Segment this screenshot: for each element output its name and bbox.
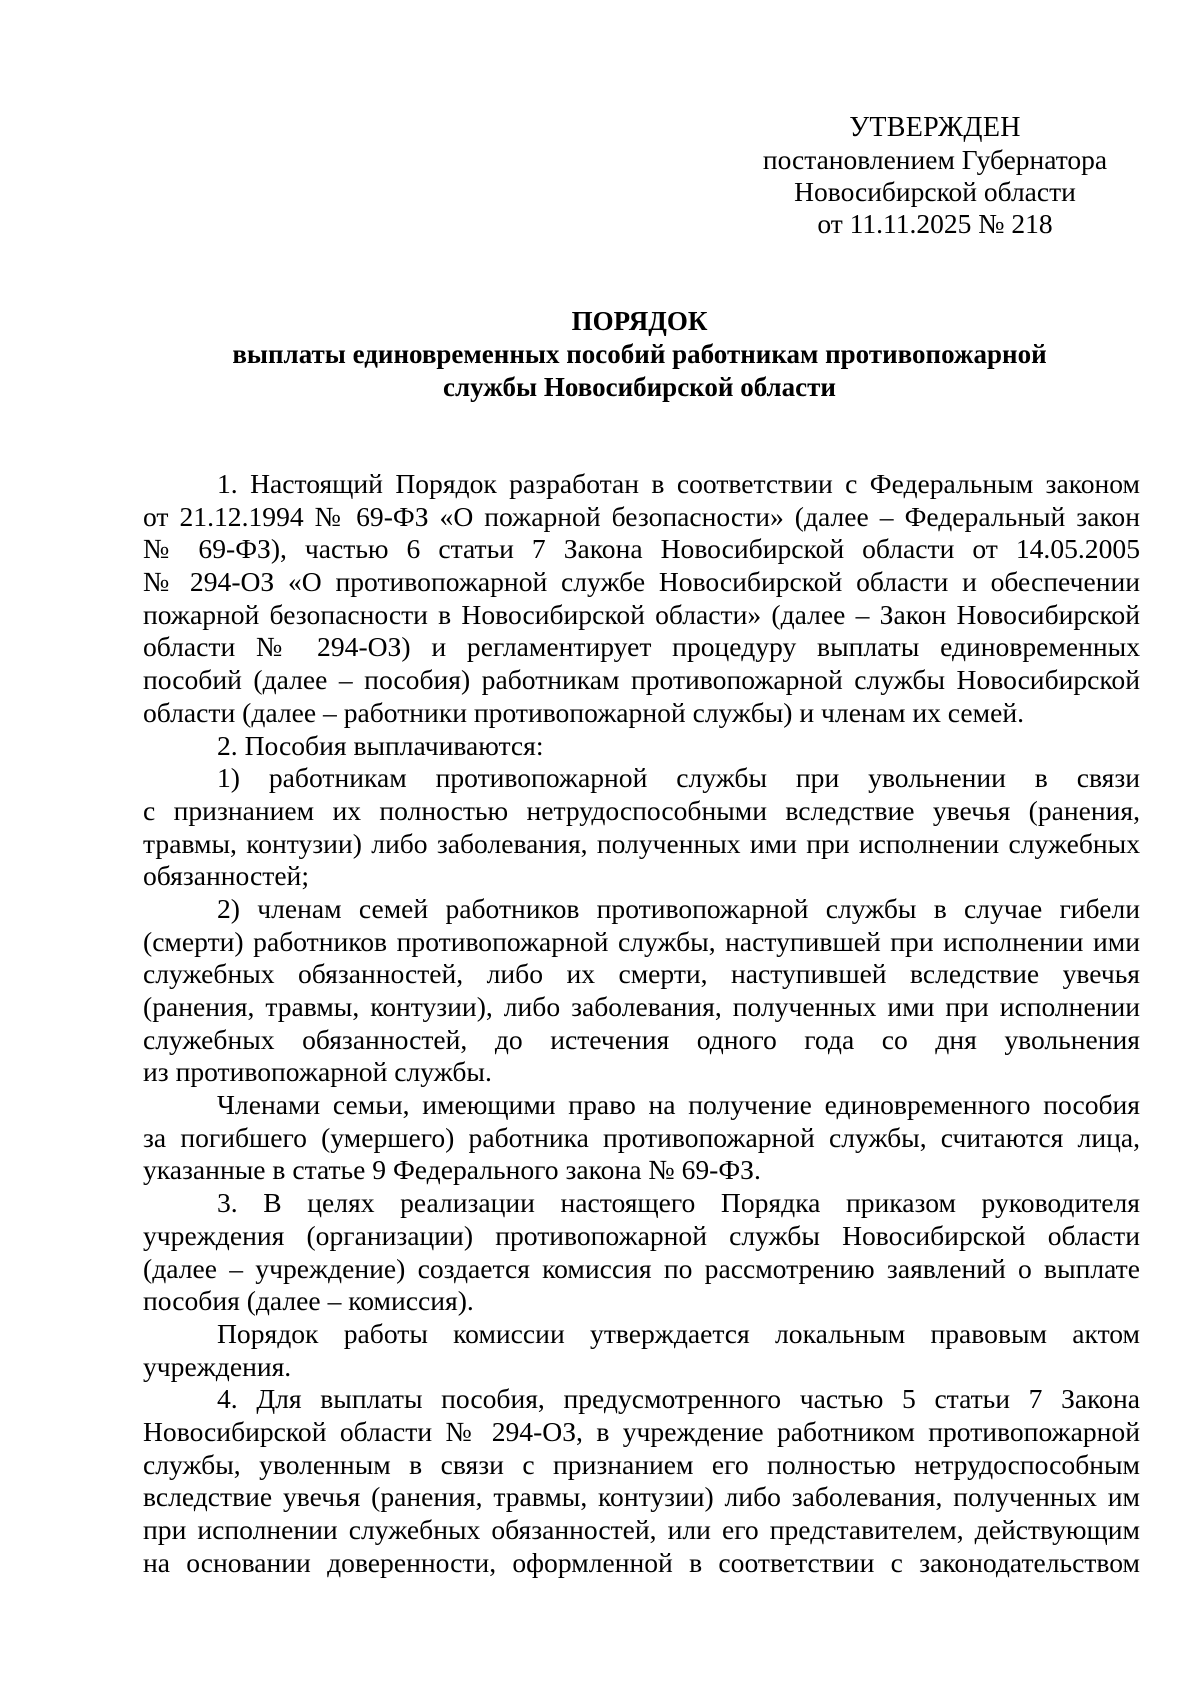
document-body <box>143 468 1140 1579</box>
text-line: Порядок работы комиссии утверждается локальным правовым актом <box>217 1317 1140 1349</box>
title-line: службы Новосибирской области <box>443 372 836 402</box>
text-line: за погибшего (умершего) работника противопожарной службы, считаются лица, <box>143 1121 1140 1153</box>
text-line: 1) работникам противопожарной службы при увольнении в связи <box>217 762 1140 794</box>
text-line: (смерти) работников противопожарной службы, наступившей при исполнении ими <box>143 925 1140 957</box>
text-line: (далее – учреждение) создается комиссия по рассмотрению заявлений о выплате <box>143 1252 1140 1284</box>
text-line: пособий (далее – пособия) работникам противопожарной службы Новосибирской <box>143 664 1140 696</box>
text-line: службы, уволенным в связи с признанием его полностью нетрудоспособным <box>143 1448 1140 1480</box>
paragraph-2 <box>143 730 1140 763</box>
paragraph-commission-procedure <box>143 1318 1140 1383</box>
text-line: 2. Пособия выплачиваются: <box>217 729 544 761</box>
approval-line: Новосибирской области <box>794 176 1076 207</box>
text-line: указанные в статье 9 Федерального закона № 69-ФЗ. <box>143 1154 761 1186</box>
text-line: (ранения, травмы, контузии), либо заболевания, полученных ими при исполнении <box>143 991 1140 1022</box>
approval-heading: УТВЕРЖДЕН <box>849 112 1021 143</box>
text-line: пособия (далее – комиссия). <box>143 1285 474 1317</box>
text-line: служебных обязанностей, либо их смерти, наступившей вследствие увечья <box>143 958 1140 990</box>
text-line: 2) членам семей работников противопожарной службы в случае гибели <box>217 892 1140 924</box>
text-line: при исполнении служебных обязанностей, или его представителем, действующим <box>143 1514 1140 1545</box>
title-heading: ПОРЯДОК <box>571 306 708 336</box>
text-line: обязанностей; <box>143 860 309 892</box>
title-line: выплаты единовременных пособий работникам противопожарной <box>232 339 1047 369</box>
text-line: от 21.12.1994 № 69-ФЗ «О пожарной безопасности» (далее – Федеральный закон <box>143 500 1140 532</box>
approval-line: от 11.11.2025 № 218 <box>817 208 1053 239</box>
text-line: вследствие увечья (ранения, травмы, контузии) либо заболевания, полученных им <box>143 1481 1140 1513</box>
text-line: учреждения. <box>143 1350 292 1382</box>
paragraph-4 <box>143 1383 1140 1579</box>
text-line: Членами семьи, имеющими право на получение единовременного пособия <box>217 1089 1140 1121</box>
text-line: области № 294-ОЗ) и регламентирует процедуру выплаты единовременных <box>143 631 1140 663</box>
paragraph-1 <box>143 468 1140 730</box>
paragraph-2-item-2 <box>143 893 1140 1089</box>
text-line: пожарной безопасности в Новосибирской области» (далее – Закон Новосибирской <box>143 598 1140 630</box>
approval-stamp-block <box>740 112 1130 240</box>
text-line: с признанием их полностью нетрудоспособными вследствие увечья (ранения, <box>143 794 1140 826</box>
text-line: № 69-ФЗ), частью 6 статьи 7 Закона Новосибирской области от 14.05.2005 <box>143 533 1140 565</box>
text-line: Новосибирской области № 294-ОЗ, в учреждение работником противопожарной <box>143 1415 1140 1447</box>
document-title <box>140 305 1139 404</box>
text-line: 1. Настоящий Порядок разработан в соответствии с Федеральным законом <box>217 468 1140 499</box>
text-line: 3. В целях реализации настоящего Порядка приказом руководителя <box>217 1187 1140 1219</box>
text-line: из противопожарной службы. <box>143 1056 492 1088</box>
text-line: учреждения (организации) противопожарной службы Новосибирской области <box>143 1219 1140 1251</box>
paragraph-2-item-1 <box>143 762 1140 893</box>
text-line: № 294-ОЗ «О противопожарной службе Новосибирской области и обеспечении <box>143 566 1140 598</box>
text-line: на основании доверенности, оформленной в соответствии с законодательством <box>143 1546 1140 1578</box>
text-line: области (далее – работники противопожарной службы) и членам их семей. <box>143 696 1024 728</box>
approval-line: постановлением Губернатора <box>762 144 1108 175</box>
paragraph-3 <box>143 1187 1140 1318</box>
text-line: травмы, контузии) либо заболевания, полученных ими при исполнении служебных <box>143 827 1140 859</box>
text-line: 4. Для выплаты пособия, предусмотренного частью 5 статьи 7 Закона <box>217 1383 1140 1415</box>
paragraph-family-members <box>143 1089 1140 1187</box>
text-line: служебных обязанностей, до истечения одного года со дня увольнения <box>143 1023 1140 1055</box>
